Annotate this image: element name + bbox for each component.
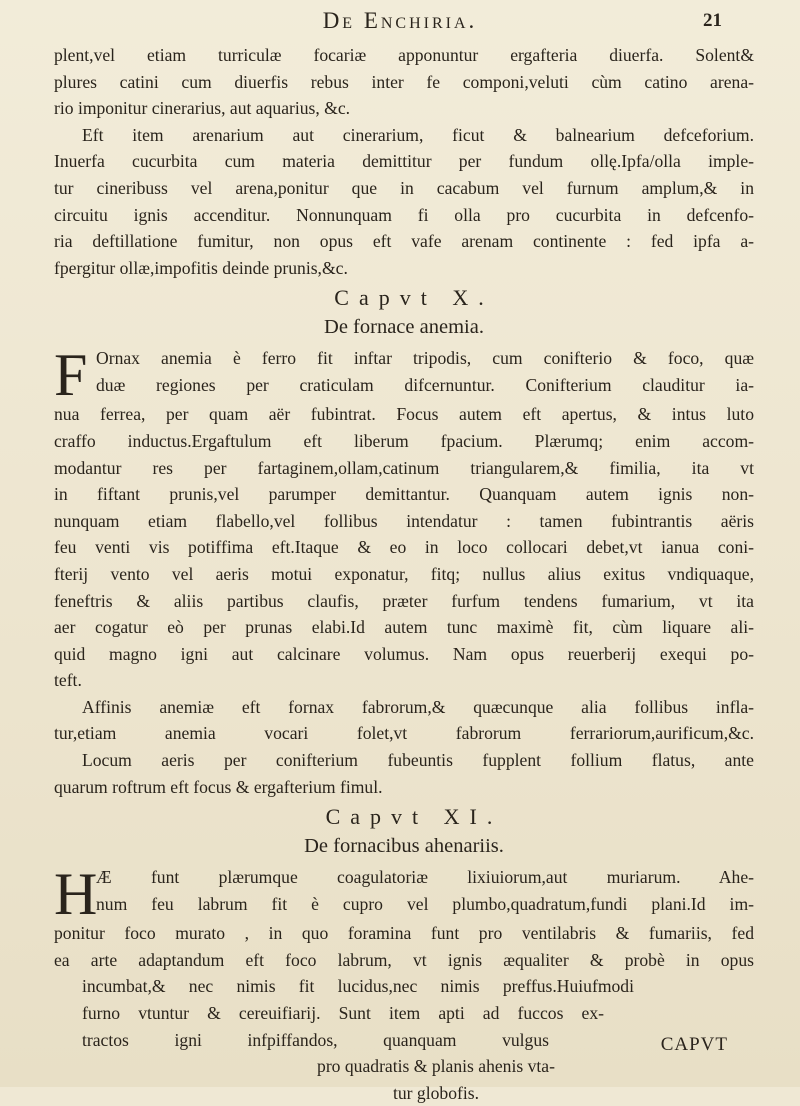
text-line: aer cogatur eò per prunas elabi.Id autem tunc maximè fit, cùm liquare ali-	[54, 617, 754, 638]
paragraph-ahenariis	[54, 861, 754, 1106]
page-header	[0, 8, 800, 40]
text-line: ria deftillatione fumitur, non opus eft vafe arenam continente : fed ipfa a-	[54, 231, 754, 252]
text-line: duæ regiones per craticulam difcernuntur. Conifterium clauditur ia-	[96, 374, 754, 395]
page-number: 21	[703, 10, 722, 31]
text-line: Affinis anemiæ eft fornax fabrorum,& quæcunque alia follibus infla-	[82, 696, 754, 717]
text-line: quarum roftrum eft focus & ergafterium fimul.	[54, 776, 383, 797]
paragraph-top	[54, 42, 754, 122]
chapter-title-11: De fornacibus ahenariis.	[304, 835, 504, 858]
text-line: tractos igni infpiffandos, quanquam vulgus	[82, 1029, 549, 1050]
paragraph-fornax-anemia	[54, 342, 754, 694]
text-line: teft.	[54, 670, 82, 691]
running-title: De Enchiria.	[322, 8, 478, 33]
text-line: plures catini cum diuerfis rebus inter fe componi,veluti cùm catino arena-	[54, 71, 754, 92]
text-line: fterij vento vel aeris motui exponatur, fitq; nullus alius exitus vndiquaque,	[54, 563, 754, 584]
catchword: CAPVT	[660, 1034, 728, 1055]
closing-lines	[54, 1053, 566, 1106]
text-line: quid magno igni aut calcinare volumus. Nam opus reuerberij exequi po-	[54, 643, 754, 664]
text-line: Æ funt plærumque coagulatoriæ lixiuiorum,aut muriarum. Ahe-	[96, 867, 754, 888]
text-line: Locum aeris per conifterium fubeuntis fupplent follium flatus, ante	[82, 750, 754, 771]
text-line: Eft item arenarium aut cinerarium, ficut & balnearium defceforium.	[82, 124, 754, 145]
text-line: Ornax anemia è ferro fit inftar tripodis, cum conifterio & foco, quæ	[96, 348, 754, 369]
text-line: furno vtuntur & cereuifiarij. Sunt item apti ad fuccos ex-	[82, 1003, 604, 1024]
text-line: tur globofis.	[392, 1082, 479, 1103]
chapter-title-10: De fornace anemia.	[324, 316, 484, 339]
text-line: in fiftant prunis,vel parumper demittantur. Quanquam autem ignis non-	[54, 484, 754, 505]
text-line: rio imponitur cinerarius, aut aquarius, &c.	[54, 98, 351, 119]
text-line: nua ferrea, per quam aër fubintrat. Focus autem eft apertus, & intus luto	[54, 404, 754, 425]
text-line: feneftris & aliis partibus claufis, præter furfum tendens fumarium, vt ita	[54, 590, 754, 611]
text-line: tur cineribuss vel arena,ponitur que in cacabum vel furnum amplum,& in	[54, 177, 754, 198]
text-line: modantur res per fartaginem,ollam,catinum triangularem,& fimilia, ita vt	[54, 457, 754, 478]
text-line: circuitu ignis accenditur. Nonnunquam fi olla pro cucurbita in defcenfo-	[54, 204, 754, 225]
drop-cap: F	[54, 342, 88, 409]
paragraph-arenarium	[54, 122, 754, 282]
text-line: plent,vel etiam turriculæ focariæ apponuntur ergafteria diuerfa. Solent&	[54, 45, 754, 65]
drop-cap: H	[54, 861, 98, 928]
text-line: num feu labrum fit è cupro vel plumbo,quadratum,fundi plani.Id im-	[96, 893, 754, 914]
text-line: tur,etiam anemia vocari folet,vt fabrorum ferrariorum,aurificum,&c.	[54, 723, 754, 744]
text-line: ea arte adaptandum eft foco labrum, vt ignis æqualiter & probè in opus	[54, 949, 754, 970]
main-text	[54, 42, 754, 1106]
text-line: nunquam etiam flabello,vel follibus intendatur : tamen fubintrantis aëris	[54, 510, 754, 531]
chapter-heading-10: Capvt X.	[334, 285, 494, 311]
paragraph-affinis	[54, 694, 754, 800]
text-line: incumbat,& nec nimis fit lucidus,nec nimis preffus.Huiufmodi	[82, 976, 634, 997]
text-line: pro quadratis & planis ahenis vta-	[317, 1056, 555, 1077]
text-line: craffo inductus.Ergaftulum eft liberum fpacium. Plærumq; enim accom-	[54, 430, 754, 451]
text-line: Inuerfa cucurbita cum materia demittitur per fundum ollę.Ipfa/olla imple-	[54, 151, 754, 172]
text-line: feu venti vis potiffima eft.Itaque & eo in loco collocari debet,vt ianua coni-	[54, 537, 754, 558]
text-line: fpergitur ollæ,impofitis deinde prunis,&c.	[54, 257, 348, 278]
text-line: ponitur foco murato , in quo foramina funt pro ventilabris & fumariis, fed	[54, 923, 754, 944]
chapter-heading-11: Capvt XI.	[325, 804, 503, 830]
